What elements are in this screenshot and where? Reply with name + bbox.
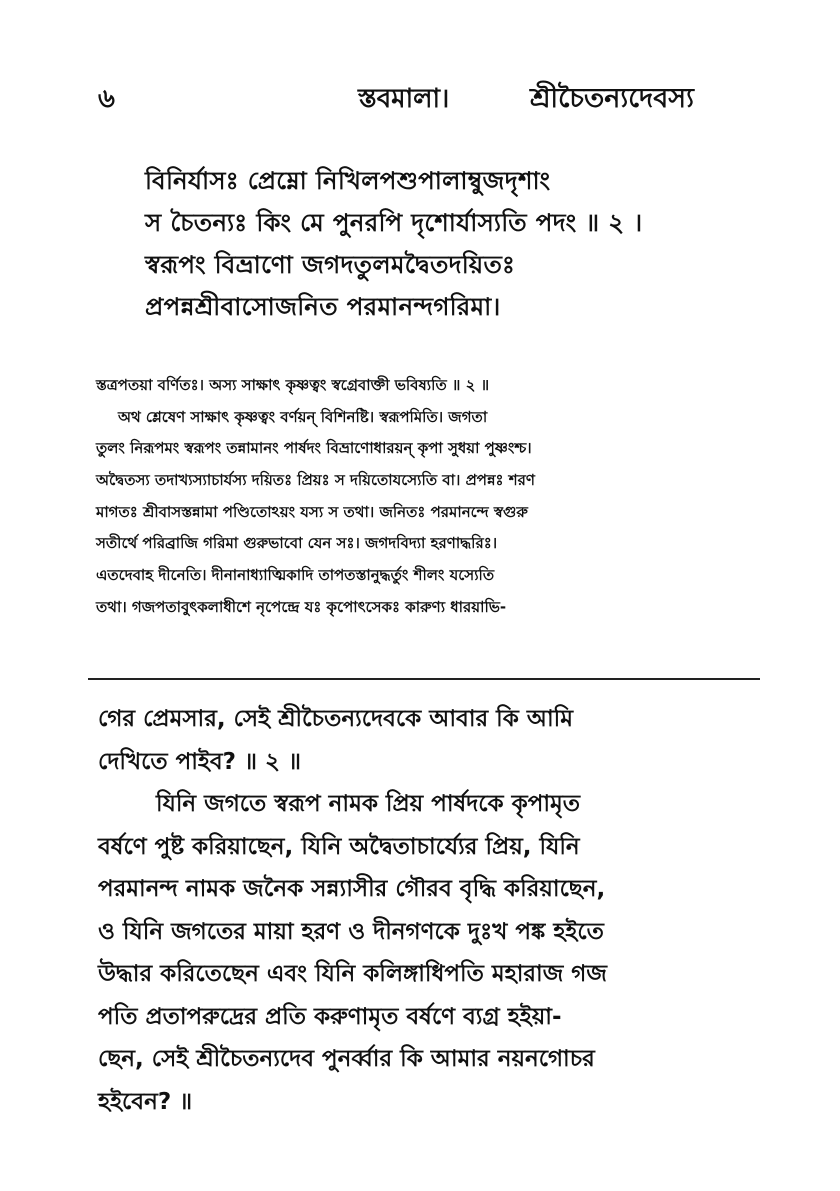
page-number: ৬ [98,84,115,114]
commentary-line: এতদেবাহ দীনেতি। দীনানাধ্যাত্মিকাদি তাপতস্তানুদ্ধর্তুং শীলং যস্যেতি [96,566,495,585]
translation-line: ও যিনি জগতের মায়া হরণ ও দীনগণকে দুঃখ পঙ্ক হইতে [98,918,604,945]
page-header [90,78,740,118]
section-divider [88,678,760,680]
commentary-line: অথ শ্লেষেণ সাক্ষাৎ কৃষ্ণত্বং বর্ণয়ন্ বিশিনষ্টি। স্বরূপমিতি। জগতা [118,407,488,426]
translation-line: হইবেন? ॥ [98,1088,193,1115]
verse-line: স চৈতন্যঃ কিং মে পুনরপি দৃশোর্যাস্যতি পদং ॥ ২ । [145,208,643,237]
translation-line: যিনি জগতে স্বরূপ নামক প্রিয় পার্ষদকে কৃপামৃত [156,791,581,817]
sanskrit-commentary [96,370,746,624]
commentary-line: মাগতঃ শ্রীবাসস্তন্নামা পণ্ডিতোঽয়ং যস্য স তথা। জনিতঃ পরমানন্দে স্বগুরু [96,502,528,521]
commentary-line: তুলং নিরূপমং স্বরূপং তন্নামানং পার্ষদং বিভ্রাণোধারয়ন্ কৃপা সুধয়া পুষ্ণংশ্চ। [96,439,532,458]
verse-line: প্রপন্নশ্রীবাসোজনিত পরমানন্দগরিমা। [145,292,501,321]
translation-line: গের প্রেমসার, সেই শ্রীচৈতন্যদেবকে আবার কি আমি [98,706,574,732]
running-subject: শ্রীচৈতন্যদেবস্য [530,83,694,114]
translation-line: ছেন, সেই শ্রীচৈতন্যদেব পুনর্ব্বার কি আমার নয়নগোচর [98,1046,595,1072]
translation-line: পতি প্রতাপরুদ্রের প্রতি করুণামৃত বর্ষণে ব্যগ্র হইয়া- [98,1003,562,1030]
translation-line: দেখিতে পাইব? ॥ ২ ॥ [98,748,301,775]
commentary-line: স্তত্রপতয়া বর্ণিতঃ। অস্য সাক্ষাৎ কৃষ্ণত্বং স্বগ্রেবাক্তী ভবিষ্যতি ॥ ২ ॥ [96,376,490,394]
translation-line: বর্ষণে পুষ্ট করিয়াছেন, যিনি অদ্বৈতাচার্য্যের প্রিয়, যিনি [98,833,580,860]
running-title: স্তবমালা। [358,84,450,114]
commentary-line: অদ্বৈতস্য তদাখ্যস্যাচার্যস্য দয়িতঃ প্রিয়ঃ স দয়িতোযস্যেতি বা। প্রপন্নঃ শরণ [96,471,535,490]
commentary-line: সতীর্থে পরিব্রাজি গরিমা গুরুভাবো যেন সঃ। জগদবিদ্যা হরণাদ্ধরিঃ। [96,534,498,553]
sanskrit-verse [145,160,785,328]
translation-line: উদ্ধার করিতেছেন এবং যিনি কলিঙ্গাধিপতি মহারাজ গজ [98,961,607,987]
verse-line: স্বরূপং বিভ্রাণো জগদতুলমদ্বৈতদয়িতঃ [145,250,516,279]
commentary-line: তথা। গজপতাবুৎকলাধীশে নৃপেন্দ্রে যঃ কৃপোৎসেকঃ কারুণ্য ধারয়াভি- [96,597,507,616]
translation-line: পরমানন্দ নামক জনৈক সন্ন্যাসীর গৌরব বৃদ্ধি করিয়াছেন, [98,876,606,902]
verse-line: বিনির্যাসঃ প্রেম্নো নিখিলপশুপালাম্বুজদৃশাং [145,166,551,195]
bengali-translation [98,698,758,1123]
